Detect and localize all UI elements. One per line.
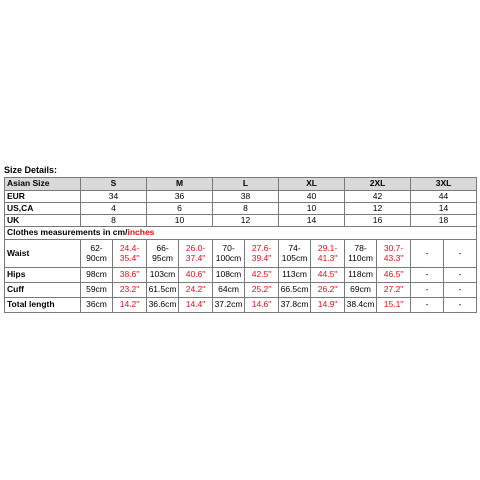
measurement-cm: - — [411, 268, 444, 283]
measurement-inches: 44.5" — [311, 268, 345, 283]
conversion-value: 8 — [213, 203, 279, 215]
measurement-cm: 98cm — [81, 268, 113, 283]
measurement-cm: 113cm — [279, 268, 311, 283]
measurement-inches: 26.0- 37.4" — [179, 240, 213, 268]
measurement-cm: - — [411, 283, 444, 298]
conversion-row — [5, 191, 477, 203]
conversion-value: 10 — [279, 203, 345, 215]
size-header-2xl: 2XL — [345, 178, 411, 191]
measurement-inches: 27.2" — [377, 283, 411, 298]
measurement-cm: 62- 90cm — [81, 240, 113, 268]
measurement-inches: - — [444, 268, 477, 283]
measurement-label: Cuff — [5, 283, 81, 298]
measurement-cm: 78- 110cm — [345, 240, 377, 268]
measurement-row — [5, 268, 477, 283]
conversion-value: 14 — [279, 215, 345, 227]
measurement-inches: 40.6" — [179, 268, 213, 283]
measurement-inches: 27.6- 39.4" — [245, 240, 279, 268]
size-header-l: L — [213, 178, 279, 191]
conversion-value: 16 — [345, 215, 411, 227]
measurement-cm: 61.5cm — [147, 283, 179, 298]
measurement-cm: 69cm — [345, 283, 377, 298]
measurement-inches: 14.6" — [245, 298, 279, 313]
measurement-cm: 66.5cm — [279, 283, 311, 298]
size-details-title: Size Details: — [4, 165, 58, 175]
size-header-m: M — [147, 178, 213, 191]
conversion-value: 38 — [213, 191, 279, 203]
measurement-cm: 36cm — [81, 298, 113, 313]
asian-size-header: Asian Size — [5, 178, 81, 191]
measurement-inches: 15.1" — [377, 298, 411, 313]
conversion-value: 12 — [345, 203, 411, 215]
conversion-value: 6 — [147, 203, 213, 215]
measurement-inches: 24.2" — [179, 283, 213, 298]
measurement-label: Total length — [5, 298, 81, 313]
conversion-value: 44 — [411, 191, 477, 203]
measurement-cm: 59cm — [81, 283, 113, 298]
measurement-cm: 108cm — [213, 268, 245, 283]
size-header-3xl: 3XL — [411, 178, 477, 191]
measurement-label: Hips — [5, 268, 81, 283]
conversion-value: 10 — [147, 215, 213, 227]
conversion-value: 34 — [81, 191, 147, 203]
section-prefix: Clothes measurements in cm/ — [7, 227, 128, 238]
measurement-inches: 30.7- 43.3" — [377, 240, 411, 268]
measurement-inches: 24.4- 35.4" — [113, 240, 147, 268]
measurement-inches: 38.6" — [113, 268, 147, 283]
measurement-inches: 14.9" — [311, 298, 345, 313]
measurement-cm: 38.4cm — [345, 298, 377, 313]
measurement-inches: - — [444, 298, 477, 313]
measurement-cm: 74- 105cm — [279, 240, 311, 268]
section-inches: inches — [127, 227, 155, 238]
conversion-value: 42 — [345, 191, 411, 203]
measurement-inches: 26.2" — [311, 283, 345, 298]
measurement-inches: - — [444, 283, 477, 298]
measurement-label: Waist — [5, 240, 81, 268]
measurement-inches: 46.5" — [377, 268, 411, 283]
measurement-inches: 29.1- 41.3" — [311, 240, 345, 268]
conversion-label: EUR — [5, 191, 81, 203]
measurement-inches: 25.2" — [245, 283, 279, 298]
measurement-cm: 64cm — [213, 283, 245, 298]
measurement-cm: 36.6cm — [147, 298, 179, 313]
measurement-cm: 37.2cm — [213, 298, 245, 313]
measurement-cm: - — [411, 240, 444, 268]
conversion-value: 14 — [411, 203, 477, 215]
conversion-value: 8 — [81, 215, 147, 227]
measurement-cm: - — [411, 298, 444, 313]
conversion-value: 18 — [411, 215, 477, 227]
measurement-cm: 118cm — [345, 268, 377, 283]
conversion-value: 36 — [147, 191, 213, 203]
measurement-inches: 14.2" — [113, 298, 147, 313]
measurement-cm: 66- 95cm — [147, 240, 179, 268]
measurement-cm: 103cm — [147, 268, 179, 283]
measurements-section-header — [5, 227, 477, 240]
conversion-value: 4 — [81, 203, 147, 215]
size-header-row — [5, 178, 477, 191]
size-header-s: S — [81, 178, 147, 191]
conversion-value: 12 — [213, 215, 279, 227]
measurement-inches: 14.4" — [179, 298, 213, 313]
size-chart-table — [4, 177, 477, 313]
conversion-value: 40 — [279, 191, 345, 203]
measurement-row — [5, 283, 477, 298]
conversion-row — [5, 215, 477, 227]
measurement-inches: - — [444, 240, 477, 268]
conversion-label: US,CA — [5, 203, 81, 215]
measurement-cm: 70- 100cm — [213, 240, 245, 268]
conversion-row — [5, 203, 477, 215]
measurement-inches: 23.2" — [113, 283, 147, 298]
measurement-row — [5, 298, 477, 313]
measurement-cm: 37.8cm — [279, 298, 311, 313]
conversion-label: UK — [5, 215, 81, 227]
size-header-xl: XL — [279, 178, 345, 191]
measurement-row — [5, 240, 477, 268]
measurement-inches: 42.5" — [245, 268, 279, 283]
